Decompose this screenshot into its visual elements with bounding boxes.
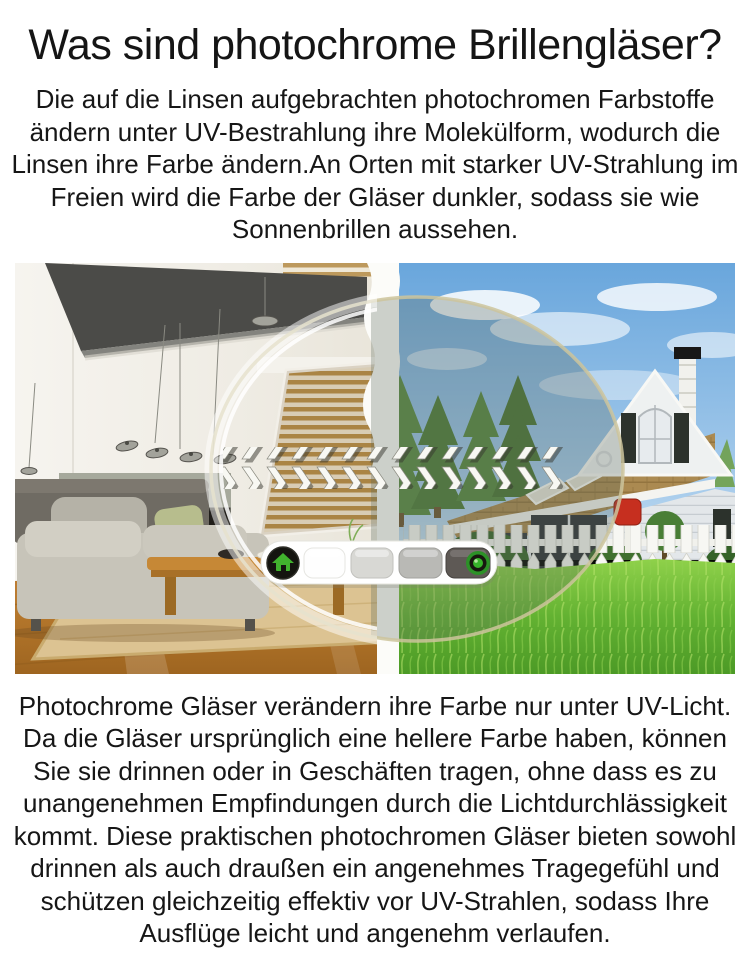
uv-arrows — [223, 447, 563, 489]
photochromic-illustration — [15, 263, 735, 674]
page-title: Was sind photochrome Brillengläser? — [28, 21, 722, 69]
outdoor-sun-icon — [466, 551, 490, 575]
lens-transition-bar — [261, 541, 498, 588]
indoor-house-icon — [267, 547, 299, 579]
intro-paragraph: Die auf die Linsen aufgebrachten photochromen Farbstoffe ändern unter UV-Bestrahlung ihre Molekülform, wodurch die Linsen ihre Farbe ändern.An Orten mit starker UV-Strahlung im Freien wird die Farbe der Gläser dunkler, sodass sie wie Sonnenbrillen aussehen. — [11, 84, 739, 244]
chimney-cap — [674, 347, 701, 359]
body-paragraph: Photochrome Gläser verändern ihre Farbe nur unter UV-Licht. Da die Gläser ursprünglich eine hellere Farbe haben, können Sie sie drinnen oder in Geschäften tragen, ohne dass es zu unangenehmen Empfindungen durch die Lichtdurchlässigkeit kommt. Diese praktischen photochromen Gläser bieten sowohl drinnen als auch draußen ein angenehmes Tragegefühl und schützen gleichzeitig effektiv vor UV-Strahlen, sodass Ihre Ausflüge leicht und angenehm verlaufen. — [13, 690, 737, 948]
